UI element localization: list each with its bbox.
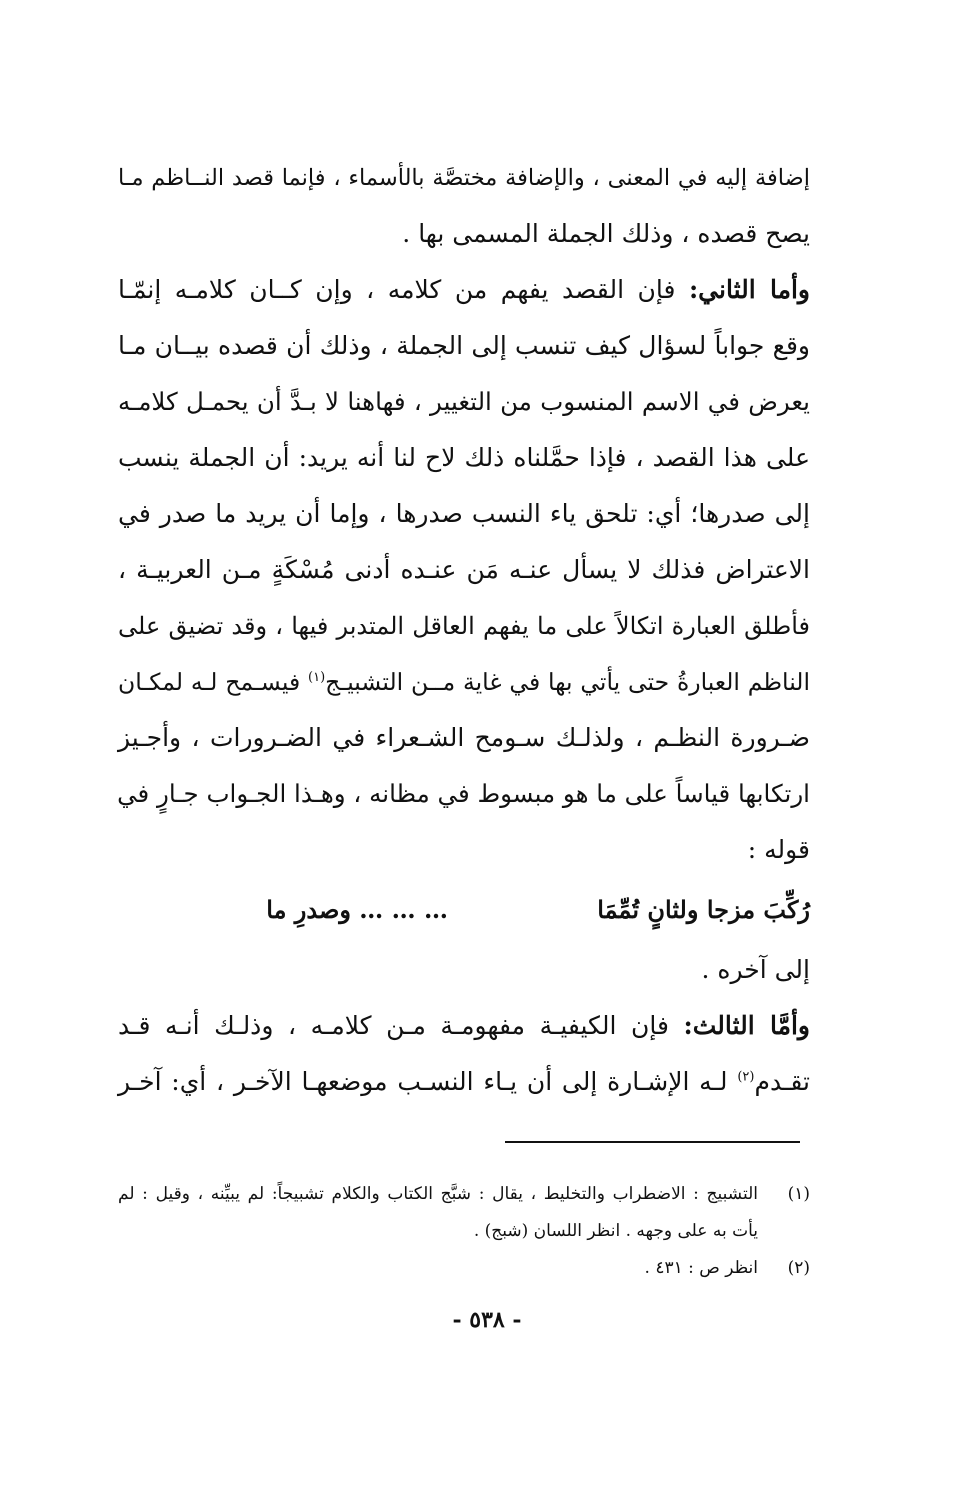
text-line: الاعتراض فذلك لا يسأل عنـه مَن عنـده أدنى مُسْكَةٍ مـن العربيـة ،	[118, 555, 810, 584]
footnote-line: انظر ص : ٤٣١ .	[644, 1258, 758, 1278]
text-run: فيسـمح لـه لمكـان	[118, 668, 301, 696]
text-run: الناظم العبارةُ حتى يأتي بها في غاية مــن التشبيـج	[325, 668, 810, 696]
text-line: ارتكابها قياساً على ما هو مبسوط في مظانه ، وهـذا الجـواب جـارٍ في	[117, 779, 810, 808]
footnote-2	[118, 1250, 810, 1287]
page-number: - ٥٣٨ -	[452, 1307, 522, 1333]
text-line: إضافة إليه في المعنى ، والإضافة مختصَّة بالأسماء ، فإنما قصد النــاظم مـا	[118, 165, 810, 191]
footnote-number: (٢)	[787, 1258, 810, 1278]
text-line: ضـرورة النظـم ، ولذلـك سـومح الشـعراء في الضـرورات ، وأجـيز	[118, 723, 810, 752]
text-run: فإن القصد يفهم من كلامه ، وإن كــان كلامـه إنمّـا	[118, 275, 676, 304]
paragraph-third-point	[118, 998, 810, 1054]
paragraph-second-point	[118, 262, 810, 318]
footnote-1	[118, 1176, 810, 1250]
text-line: إلى صدرها؛ أي: تلحق ياء النسب صدرها ، وإما أن يريد ما صدر في	[118, 499, 810, 528]
verse-hemistich-first: رُكِّبَ مزجا ولثانٍ تُمِّمَا	[597, 895, 810, 924]
text-line-with-footnote	[118, 1054, 810, 1110]
footnote-separator	[505, 1141, 800, 1143]
text-line: وقع جواباً لسؤال كيف تنسب إلى الجملة ، وذلك أن قصده بيــان مـا	[118, 331, 810, 360]
text-line: على هذا القصد ، فإذا حمَّلناه ذلك لاح لنا أنه يريد: أن الجملة ينسب	[118, 443, 810, 472]
footnote-ref-2[interactable]: (٢)	[737, 1069, 755, 1085]
poetry-verse	[118, 878, 810, 942]
text-line: إلى آخره .	[701, 955, 810, 984]
text-run: لـه الإشـارة إلى أن يـاء النسـب موضعهـا الآخـر ، أي: آخـر	[118, 1067, 728, 1096]
text-line: قوله :	[747, 835, 810, 864]
text-run: تقـدم	[754, 1067, 810, 1096]
text-run: فإن الكيفيـة مفهومـة مـن كلامـه ، وذلـك أنـه قـد	[118, 1011, 669, 1040]
footnote-line: يأت به على وجهه . انظر اللسان (شبج) .	[473, 1221, 758, 1241]
text-line: فأطلق العبارة اتكالاً على ما يفهم العاقل المتدبر فيها ، وقد تضيق على	[118, 612, 810, 640]
footnote-line: التشبيج : الاضطراب والتخليط ، يقال : شبَّج الكتاب والكلام تشبيجاً: لم يبيِّنه ، وقيل : لم	[118, 1184, 758, 1204]
verse-hemistich-second: … … … وصدرِ ما	[266, 895, 448, 924]
paragraph-lead: وأمَّا الثالث:	[683, 1011, 810, 1040]
text-line: يعرض في الاسم المنسوب من التغيير ، فهاهنا لا بـدَّ أن يحمـل كلامـه	[118, 387, 810, 416]
footnote-text	[118, 1250, 758, 1287]
main-text	[118, 150, 810, 1110]
footnote-text	[118, 1176, 758, 1250]
footnote-ref-1[interactable]: (١)	[308, 670, 326, 686]
footnotes	[118, 1176, 810, 1287]
footnote-number: (١)	[787, 1184, 810, 1204]
paragraph-lead: وأما الثاني:	[688, 275, 810, 304]
text-line-with-footnote	[118, 654, 810, 710]
text-line: يصح قصده ، وذلك الجملة المسمى بها .	[402, 219, 810, 248]
